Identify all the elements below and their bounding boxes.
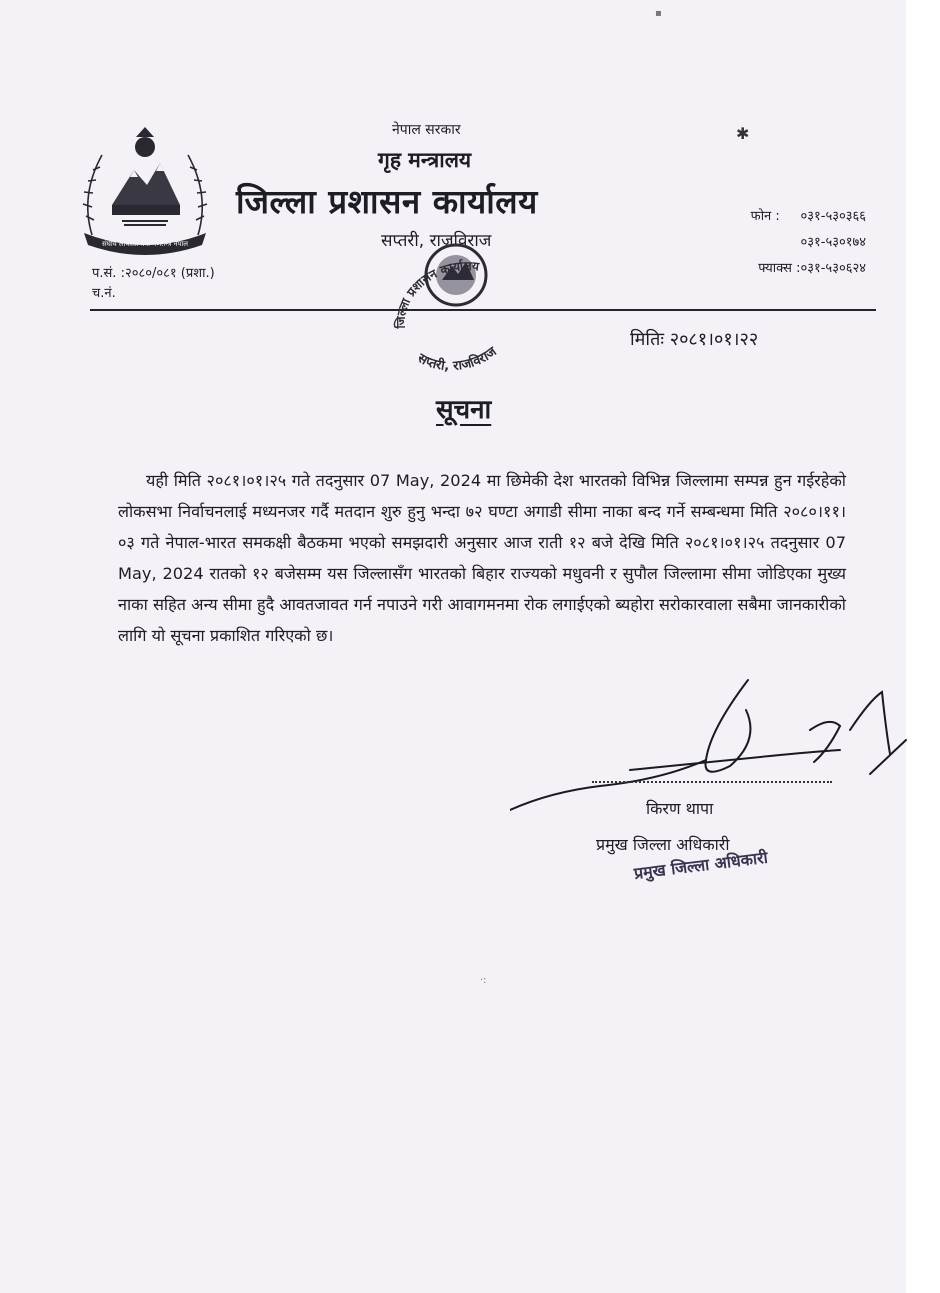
scan-speck: ·: bbox=[480, 975, 487, 986]
phone-line-1 bbox=[700, 206, 866, 224]
phone-number-2: ०३१-५३०१७४ bbox=[800, 235, 866, 250]
nepal-emblem-icon bbox=[72, 125, 218, 255]
office-location: सप्तरी, राजविराज bbox=[381, 231, 492, 251]
ministry-name: गृह मन्त्रालय bbox=[378, 148, 472, 172]
emblem-motto: संघीय लोकतान्त्रिक गणतन्त्र नेपाल bbox=[101, 240, 189, 248]
notice-date: मितिः २०८१।०१।२२ bbox=[630, 329, 759, 350]
seal-text-top: जिल्ला प्रशासन कार्यालय bbox=[393, 258, 480, 329]
notice-body: यही मिति २०८१।०१।२५ गते तदनुसार 07 May, 2024 मा छिमेकी देश भारतको विभिन्न जिल्लामा सम्पन्न हुन गईरहेको लोकसभा निर्वाचनलाई मध्यनजर गर्दै मतदान शुरु हुनु भन्दा ७२ घण्टा अगाडी सीमा नाका बन्द गर्ने सम्बन्धमा मिति २०८०।११।०३ गते नेपाल-भारत समकक्षी बैठकमा भएको समझदारी अनुसार आज राती १२ बजे देखि मिति २०८१।०१।२५ तदनुसार 07 May, 2024 रातको १२ बजेसम्म यस जिल्लासँग भारतको बिहार राज्यको मधुवनी र सुपौल जिल्लामा सीमा जोडिएका मुख्य नाका सहित अन्य सीमा हुदै आवतजावत गर्न नपाउने गरी आवागमनमा रोक लगाईएको ब्यहोरा सरोकारवाला सबैमा जानकारीको लागि यो सूचना प्रकाशित गरिएको छ। bbox=[118, 471, 846, 645]
phone-label: फोन : bbox=[750, 209, 780, 224]
signature-line bbox=[592, 781, 832, 783]
fax-number: फ्याक्स :०३१-५३०६२४ bbox=[758, 261, 866, 276]
dispatch-number: च.नं. bbox=[92, 286, 116, 301]
office-name: जिल्ला प्रशासन कार्यालय bbox=[236, 182, 538, 221]
letter-reference-number: प.सं. :२०८०/०८१ (प्रशा.) bbox=[92, 266, 215, 281]
office-seal-stamp bbox=[386, 240, 546, 380]
seal-text-bottom: सप्तरी, राजविराज bbox=[414, 344, 500, 375]
scan-speck: ✱ bbox=[736, 124, 750, 143]
designation-stamp: प्रमुख जिल्ला अधिकारी bbox=[632, 847, 769, 883]
signatory-designation: प्रमुख जिल्ला अधिकारी bbox=[596, 835, 730, 854]
scan-speck: ▪ bbox=[655, 8, 662, 19]
scan-border bbox=[906, 0, 940, 1293]
signatory-name: किरण थापा bbox=[646, 799, 714, 818]
government-name: नेपाल सरकार bbox=[392, 122, 461, 138]
phone-number-1: ०३१-५३०३६६ bbox=[800, 209, 866, 224]
notice-title: सूचना bbox=[436, 395, 492, 425]
